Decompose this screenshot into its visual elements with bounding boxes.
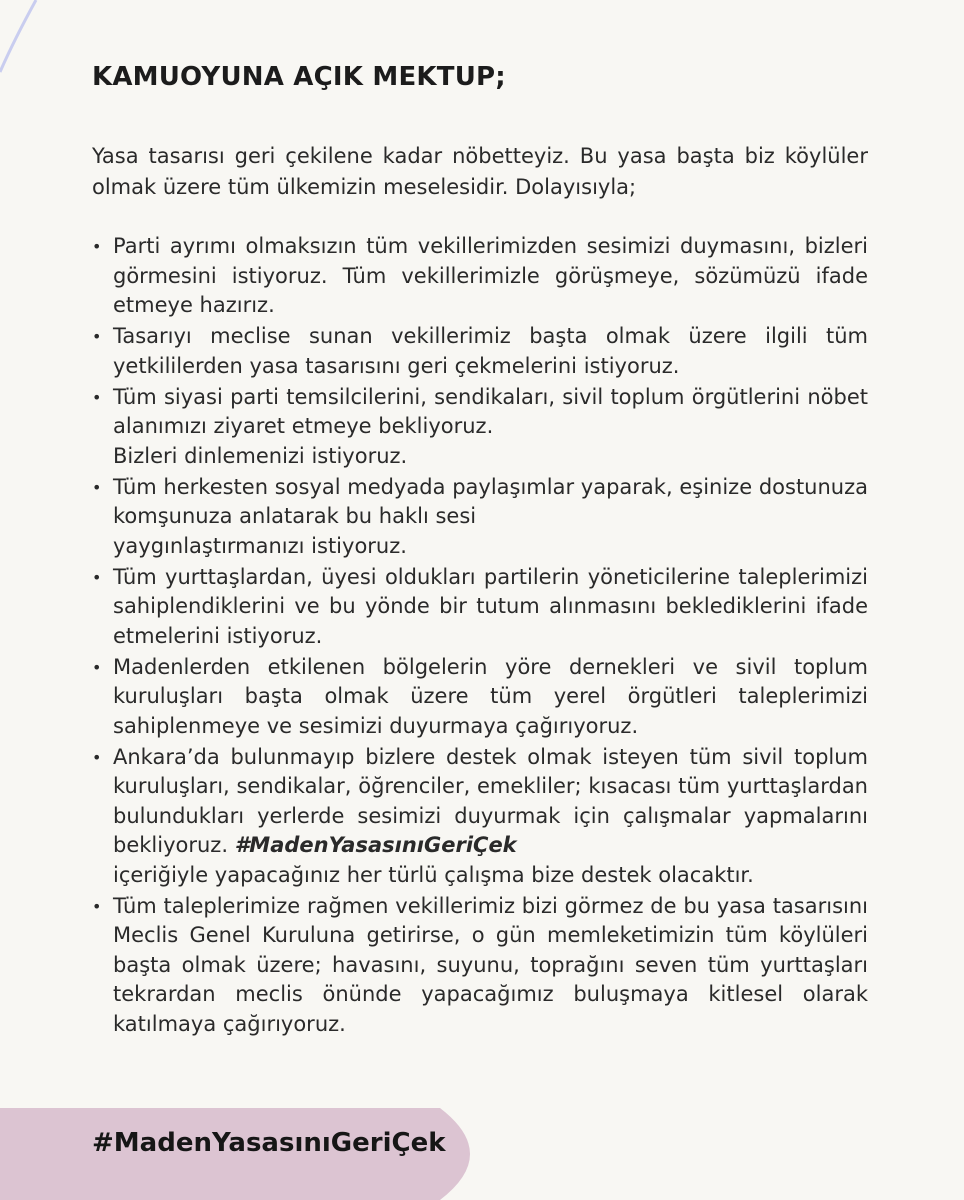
demand-item-4 [92, 473, 868, 562]
demand-text: Ankara’da bulunmayıp bizlere destek olmak isteyen tüm sivil toplum kuruluşları, sendikalar, öğrenciler, emekliler; kısacası tüm yurttaşlardan bulundukları yerlerde sesimizi duyurmak için çalışmalar yapmalarını bekliyoruz. [113, 744, 868, 857]
demand-continuation: Bizleri dinlemenizi istiyoruz. [113, 443, 408, 468]
intro-paragraph: Yasa tasarısı geri çekilene kadar nöbetteyiz. Bu yasa başta biz köylüler olmak üzere tüm ülkemizin meselesidir. Dolayısıyla; [92, 144, 868, 199]
demand-text: Tüm herkesten sosyal medyada paylaşımlar yaparak, eşinize dostunuza komşunuza anlatarak bu haklı sesi [113, 474, 868, 528]
letter-title: KAMUOYUNA AÇIK MEKTUP; [92, 62, 506, 92]
demand-item-5 [92, 563, 868, 652]
demand-item-1 [92, 232, 868, 321]
bullet-icon: • [92, 896, 102, 916]
footer-hashtag[interactable]: #MadenYasasınıGeriÇek [92, 1128, 446, 1158]
demand-text: Tüm siyasi parti temsilcilerini, sendikaları, sivil toplum örgütlerini nöbet alanımızı ziyaret etmeye bekliyoruz. [113, 384, 868, 438]
demand-text: Madenlerden etkilenen bölgelerin yöre dernekleri ve sivil toplum kuruluşları başta olmak üzere tüm yerel örgütleri taleplerimizi sahiplenmeye ve sesimizi duyurmaya çağırıyoruz. [113, 654, 868, 738]
demand-text: Tüm taleplerimize rağmen vekillerimiz bizi görmez de bu yasa tasarısını Meclis Genel Kuruluna getirirse, o gün memleketimizin tüm köylüleri başta olmak üzere; havasını, suyunu, toprağını seven tüm yurttaşları tekrardan meclis önünde yapacağımız buluşmaya kitlesel olarak katılmaya çağırıyoruz. [113, 893, 868, 1036]
bullet-icon: • [92, 567, 102, 587]
bullet-icon: • [92, 237, 102, 256]
demand-continuation: yaygınlaştırmanızı istiyoruz. [113, 533, 407, 558]
bullet-icon: • [92, 387, 102, 407]
demand-list [92, 232, 868, 1041]
demand-item-3 [92, 383, 868, 472]
demand-text: Tüm yurttaşlardan, üyesi oldukları partilerin yöneticilerine taleplerimizi sahiplendiklerini ve bu yönde bir tutum alınmasını beklediklerini ifade etmelerini istiyoruz. [113, 564, 868, 648]
demand-item-6 [92, 653, 868, 742]
demand-item-2 [92, 322, 868, 381]
inline-hashtag[interactable]: #MadenYasasınıGeriÇek [234, 833, 517, 857]
demand-item-7 [92, 743, 868, 891]
demand-text: Parti ayrımı olmaksızın tüm vekillerimizden sesimizi duymasını, bizleri görmesini istiyoruz. Tüm vekillerimizle görüşmeye, sözümüzü ifade etmeye hazırız. [113, 234, 868, 317]
bullet-icon: • [92, 477, 102, 497]
bullet-icon: • [92, 747, 102, 767]
corner-arc-decoration [0, 0, 60, 90]
bullet-icon: • [92, 657, 102, 677]
demand-continuation: içeriğiyle yapacağınız her türlü çalışma bize destek olacaktır. [113, 862, 754, 887]
demand-text: Tasarıyı meclise sunan vekillerimiz başta olmak üzere ilgili tüm yetkililerden yasa tasarısını geri çekmelerini istiyoruz. [113, 324, 868, 378]
demand-item-8 [92, 892, 868, 1040]
bullet-icon: • [92, 327, 102, 346]
